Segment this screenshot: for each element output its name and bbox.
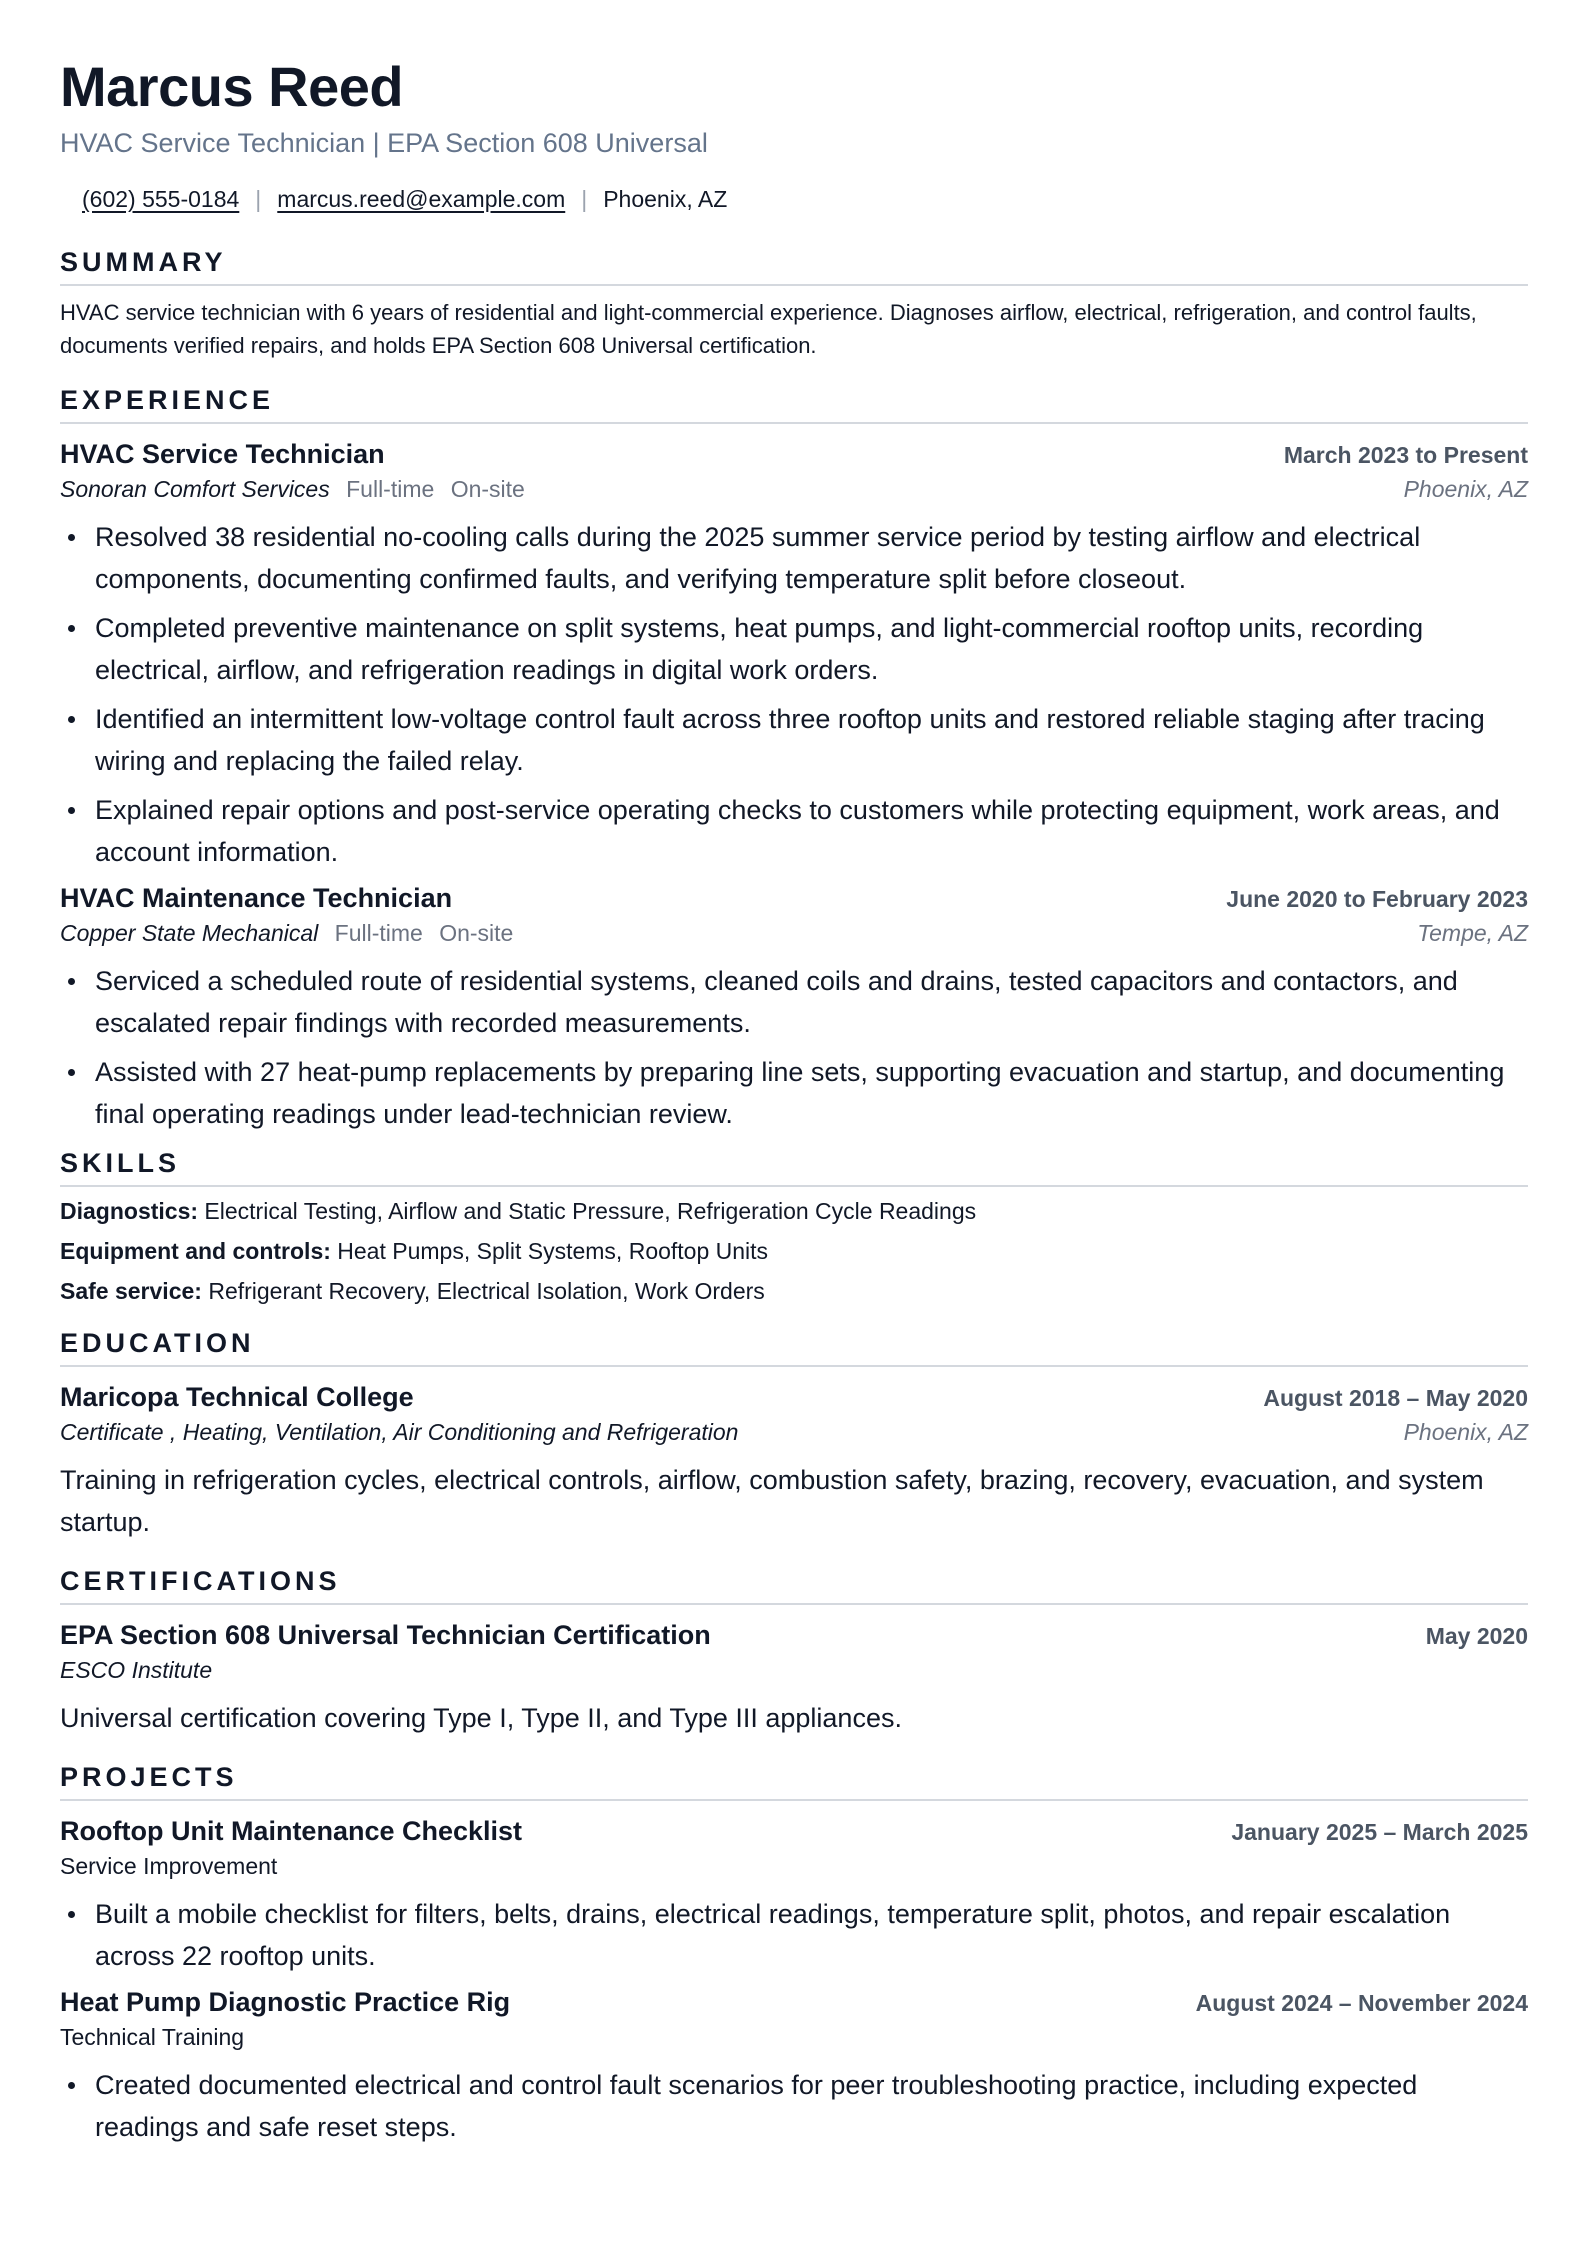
section-title-certifications: CERTIFICATIONS (60, 1563, 1528, 1605)
skill-label: Equipment and controls: (60, 1238, 331, 1264)
job-dates: June 2020 to February 2023 (1226, 886, 1528, 912)
contact-separator: | (581, 186, 588, 212)
job-location: Phoenix, AZ (1403, 476, 1528, 502)
school-name: Maricopa Technical College (60, 1382, 414, 1412)
work-mode: On-site (439, 920, 514, 946)
contact-line (60, 184, 1528, 214)
company-name: Sonoran Comfort Services (60, 476, 330, 502)
location-text: Phoenix, AZ (603, 186, 728, 212)
project-name: Heat Pump Diagnostic Practice Rig (60, 1987, 511, 2017)
work-mode: On-site (450, 476, 525, 502)
certifications-section (60, 1563, 1528, 1739)
list-item: Resolved 38 residential no-cooling calls during the 2025 summer service period by testing airflow and electrical components, documenting confirmed faults, and verifying temperature split before closeout. (60, 516, 1528, 600)
email-link[interactable]: marcus.reed@example.com (277, 186, 566, 212)
skill-value: Heat Pumps, Split Systems, Rooftop Units (337, 1238, 769, 1264)
job-title: HVAC Maintenance Technician (60, 883, 453, 913)
section-title-education: EDUCATION (60, 1325, 1528, 1367)
project-entry (60, 1984, 1528, 2148)
list-item: Built a mobile checklist for filters, belts, drains, electrical readings, temperature split, photos, and repair escalation across 22 rooftop units. (60, 1893, 1528, 1977)
project-bullets (60, 2064, 1528, 2148)
employment-type: Full-time (346, 476, 435, 502)
project-dates: January 2025 – March 2025 (1231, 1819, 1528, 1845)
contact-separator: | (255, 186, 262, 212)
company-name: Copper State Mechanical (60, 920, 319, 946)
job-location: Tempe, AZ (1417, 920, 1528, 946)
job-bullets (60, 516, 1528, 873)
summary-text: HVAC service technician with 6 years of residential and light-commercial experience. Diagnoses airflow, electrical, refrigeration, and control faults, documents verified repairs, and holds EPA Section 608 Universal certification. (60, 300, 1477, 358)
resume-header (60, 54, 1528, 214)
phone-link[interactable]: (602) 555-0184 (82, 186, 240, 212)
project-dates: August 2024 – November 2024 (1195, 1990, 1528, 2016)
list-item: Identified an intermittent low-voltage control fault across three rooftop units and restored reliable staging after tracing wiring and replacing the failed relay. (60, 698, 1528, 782)
skill-row (60, 1271, 1528, 1311)
list-item: Created documented electrical and control fault scenarios for peer troubleshooting practice, including expected readings and safe reset steps. (60, 2064, 1528, 2148)
education-section (60, 1325, 1528, 1543)
job-bullets (60, 960, 1528, 1135)
education-dates: August 2018 – May 2020 (1263, 1385, 1528, 1411)
education-description: Training in refrigeration cycles, electrical controls, airflow, combustion safety, brazing, recovery, evacuation, and system startup. (60, 1465, 1484, 1537)
skills-section (60, 1145, 1528, 1311)
candidate-name: Marcus Reed (60, 55, 404, 118)
certification-issuer: ESCO Institute (60, 1657, 213, 1683)
skill-value: Refrigerant Recovery, Electrical Isolation, Work Orders (208, 1278, 765, 1304)
skill-label: Safe service: (60, 1278, 202, 1304)
certification-name: EPA Section 608 Universal Technician Certification (60, 1620, 711, 1650)
degree-text: Certificate , Heating, Ventilation, Air Conditioning and Refrigeration (60, 1419, 739, 1445)
skill-row (60, 1231, 1528, 1271)
project-category: Service Improvement (60, 1853, 278, 1879)
experience-section (60, 382, 1528, 1135)
skill-row (60, 1191, 1528, 1231)
summary-section (60, 244, 1528, 362)
employment-type: Full-time (334, 920, 423, 946)
project-entry (60, 1813, 1528, 1977)
section-title-skills: SKILLS (60, 1145, 1528, 1187)
section-title-experience: EXPERIENCE (60, 382, 1528, 424)
certification-description: Universal certification covering Type I, Type II, and Type III appliances. (60, 1703, 902, 1733)
section-title-summary: SUMMARY (60, 244, 1528, 286)
job-dates: March 2023 to Present (1283, 442, 1528, 468)
skill-value: Electrical Testing, Airflow and Static Pressure, Refrigeration Cycle Readings (204, 1198, 977, 1224)
project-bullets (60, 1893, 1528, 1977)
candidate-headline: HVAC Service Technician | EPA Section 608 Universal (60, 128, 708, 158)
section-title-projects: PROJECTS (60, 1759, 1528, 1801)
list-item: Explained repair options and post-service operating checks to customers while protecting equipment, work areas, and account information. (60, 789, 1528, 873)
projects-section (60, 1759, 1528, 2148)
experience-entry (60, 436, 1528, 873)
list-item: Serviced a scheduled route of residential systems, cleaned coils and drains, tested capacitors and contactors, and escalated repair findings with recorded measurements. (60, 960, 1528, 1044)
project-category: Technical Training (60, 2024, 245, 2050)
job-title: HVAC Service Technician (60, 439, 385, 469)
list-item: Completed preventive maintenance on split systems, heat pumps, and light-commercial rooftop units, recording electrical, airflow, and refrigeration readings in digital work orders. (60, 607, 1528, 691)
list-item: Assisted with 27 heat-pump replacements by preparing line sets, supporting evacuation and startup, and documenting final operating readings under lead-technician review. (60, 1051, 1528, 1135)
certification-date: May 2020 (1425, 1623, 1528, 1649)
skill-label: Diagnostics: (60, 1198, 199, 1224)
project-name: Rooftop Unit Maintenance Checklist (60, 1816, 523, 1846)
education-location: Phoenix, AZ (1403, 1419, 1528, 1445)
experience-entry (60, 880, 1528, 1135)
